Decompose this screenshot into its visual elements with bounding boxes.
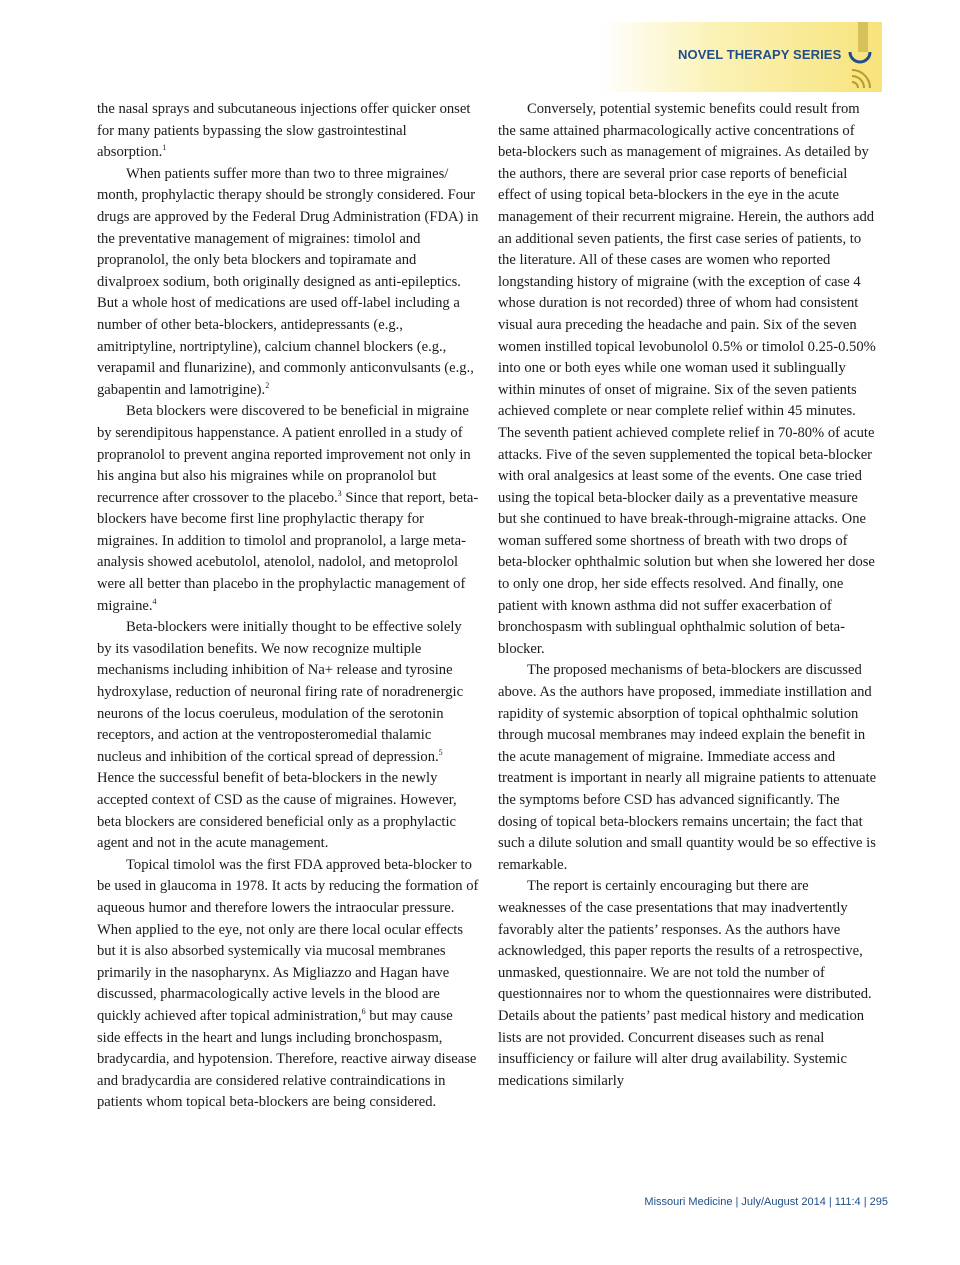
right-column [498,99,880,1092]
reference-mark: 2 [265,380,270,390]
paragraph: When patients suffer more than two to three migraines/ month, prophylactic therapy should be strongly considered. Four drugs are approved by the Federal Drug Administration (FDA) in the preventative management of migraines: timolol and propranolol, the only beta blockers and topiramate and divalproex sodium, both originally designed as anti-epileptics. But a whole host of medications are used off-label including a number of other beta-blockers, antidepressants (e.g., amitriptyline, nortriptyline), calcium channel blockers (e.g., verapamil and flunarizine), and commonly anticonvulsants (e.g., gabapentin and lamotrigine).$^2$ [97,165,479,398]
paragraph: Beta-blockers were initially thought to be effective solely by its vasodilation benefits. We now recognize multiple mechanisms including inhibition of Na+ release and tyrosine hydroxylase, reduction of neuronal firing rate of noradrenergic neurons of the locus coeruleus, modulation of the serotonin receptors, and action at the ventroposteromedial thalamic nucleus and inhibition of the cortical spread of depression.$^5$ Hence the successful benefit of beta-blockers in the newly accepted context of CSD as the cause of migraines. However, beta blockers are considered beneficial only as a prophylactic agent and not in the acute management. [97,619,464,852]
reference-mark: 5 [438,747,443,757]
paragraph: The report is certainly encouraging but there are weaknesses of the case presentations that may inadvertently favorably alter the patients’ responses. As the authors have acknowledged, this paper reports the results of a retrospective, unmasked, questionnaire. We are not told the number of questionnaires nor to whom the questionnaires were distributed. Details about the patients’ past medical history and medication lists are not provided. Concurrent diseases such as renal insufficiency or failure will alter drug availability. Systemic medications similarly [498,878,872,1089]
reference-mark: 1 [162,143,167,153]
series-title: NOVEL THERAPY SERIES [678,47,842,62]
paragraph: Conversely, potential systemic benefits could result from the same attained pharmacologically active concentrations of beta-blockers such as management of migraines. As detailed by the authors, there are several prior case reports of beneficial effect of using topical beta-blockers in the eye in the acute management of their recurrent migraine. Herein, the authors add an additional seven patients, the first case series of patients, to the literature. All of these cases are women who reported longstanding history of migraine (with the exception of case 4 whose duration is not recorded) three of whom had consistent visual aura preceding the headache and pain. Six of the seven women instilled topical levobunolol 0.5% or timolol 0.25-0.50% into one or both eyes while one woman used it sublingually within minutes of onset of migraine. Six of the seven patients achieved complete or near complete relief within 45 minutes. The seventh patient achieved complete relief in 70-80% of acute attacks. Five of the seven supplemented the topical beta-blocker with oral analgesics at least some of the events. One case tried using the topical beta-blocker daily as a preventative measure but she continued to have break-through-migraine attacks. One woman suffered some shortness of breath with two drops of beta-blocker ophthalmic solution but when she lowered her dose to only one drop, her side effects resolved. And finally, one patient with known asthma did not suffer exacerbation of bronchospasm with sublingual ophthalmic solution of beta-blocker. [498,101,876,657]
reference-mark: 6 [361,1007,366,1017]
reference-mark: 4 [152,596,157,606]
paragraph: Beta blockers were discovered to be beneficial in migraine by serendipitous happenstance. A patient enrolled in a study of propranolol to prevent angina reported improvement not only in his angina but also his migraines while on propranolol but recurrence after crossover to the placebo.$^3$ Since that report, beta-blockers have become first line prophylactic therapy for migraines. In addition to timolol and propranolol, a large meta-analysis showed acebutolol, atenolol, nadolol, and metoprolol were all better than placebo in the prophylactic management of migraine.$^4$ [97,403,479,614]
paragraph: the nasal sprays and subcutaneous injections offer quicker onset for many patients bypassing the slow gastrointestinal absorption.$^1$ [97,101,471,161]
series-header-banner [600,22,882,92]
page-footer: Missouri Medicine | July/August 2014 | 111:4 | 295 [644,1196,888,1208]
paragraph: The proposed mechanisms of beta-blockers are discussed above. As the authors have proposed, immediate instillation and rapidity of systemic absorption of topical ophthalmic solution through mucosal membranes may indeed explain the benefit in the acute management of migraine. Immediate access and treatment is important in nearly all migraine patients to attenuate the symptoms before CSD has advanced significantly. The dosing of topical beta-blockers remains uncertain; the fact that such a dilute solution and small quantity would be so effective is remarkable. [498,662,877,873]
left-column [97,99,479,1114]
paragraph: Topical timolol was the first FDA approved beta-blocker to be used in glaucoma in 1978. It acts by reducing the formation of aqueous humor and therefore lowers the intraocular pressure. When applied to the eye, not only are there local ocular effects but it is also absorbed systemically via mucosal membranes primarily in the nasopharynx. As Migliazzo and Hagan have discussed, pharmacologically active levels in the blood are quickly achieved after topical administration,$^6$ but may cause side effects in the heart and lungs including bronchospasm, bradycardia, and hypotension. Therefore, reactive airway disease and bradycardia are considered relative contraindications in patients whom topical beta-blockers are being considered. [97,856,479,1111]
sound-wave-icon [842,22,882,92]
reference-mark: 3 [337,488,342,498]
